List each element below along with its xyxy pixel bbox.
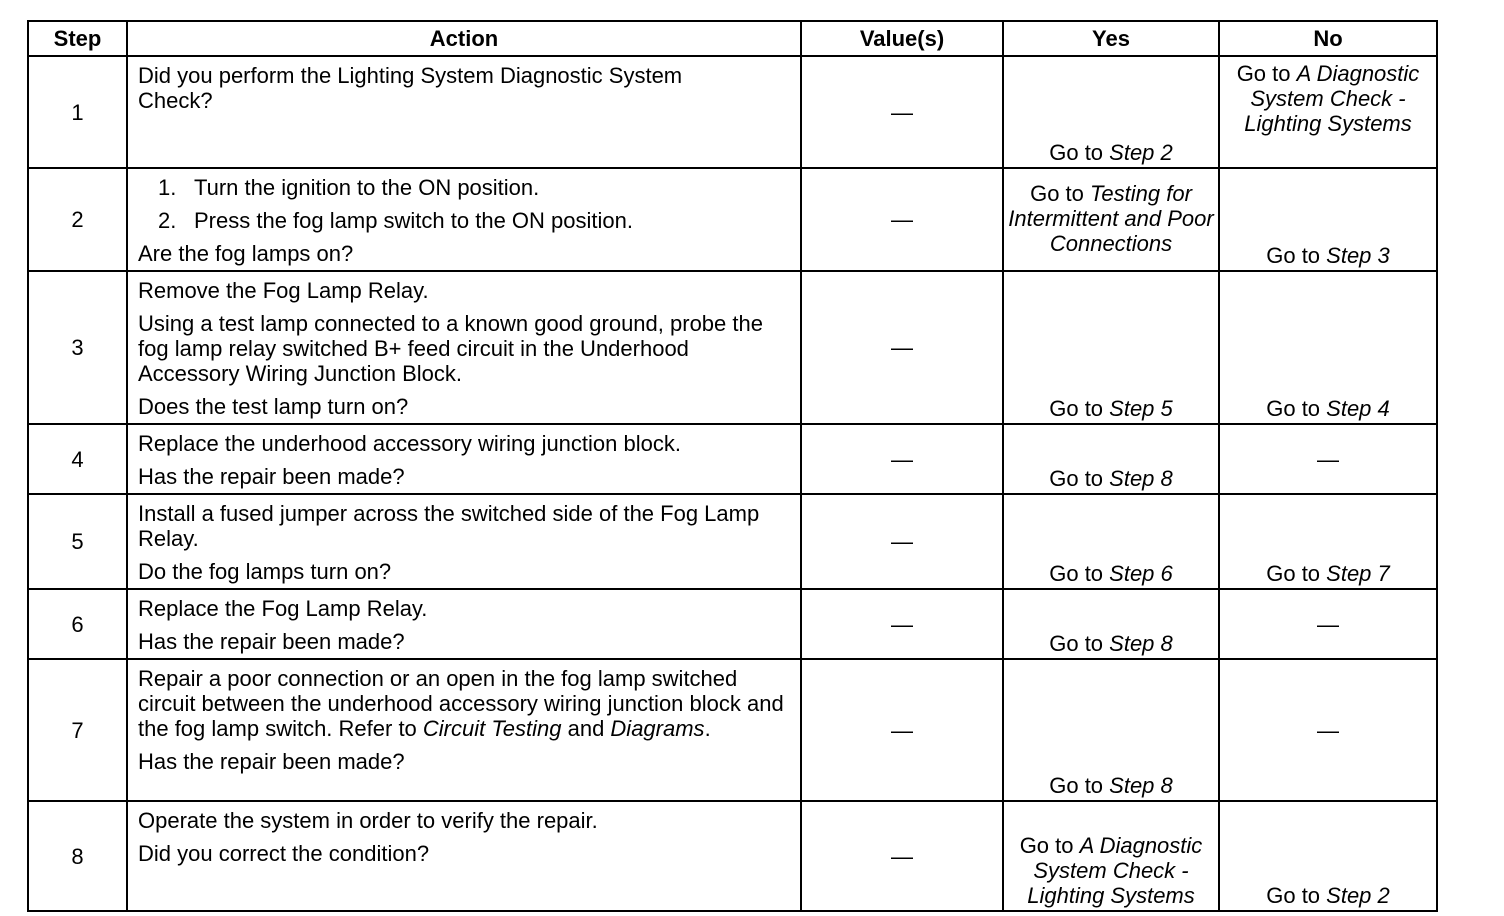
- no-link[interactable]: Step 2: [1326, 883, 1390, 908]
- yes-cell: [1003, 271, 1219, 424]
- yes-link[interactable]: Step 5: [1109, 396, 1173, 421]
- yes-link[interactable]: A Diagnostic System Check - Lighting Systems: [1027, 833, 1203, 908]
- action-cell: [127, 56, 801, 168]
- header-values: Value(s): [801, 21, 1003, 56]
- action-list-item: 1. Turn the ignition to the ON position.: [158, 175, 540, 200]
- value-cell: —: [801, 271, 1003, 424]
- table-row: [28, 168, 1437, 271]
- yes-cell: [1003, 168, 1219, 271]
- value-cell: —: [801, 494, 1003, 589]
- action-question: Has the repair been made?: [138, 749, 405, 774]
- no-link[interactable]: Step 3: [1326, 243, 1390, 268]
- yes-prefix: Go to: [1049, 140, 1110, 165]
- step-number: 4: [28, 424, 127, 494]
- header-no: No: [1219, 21, 1437, 56]
- yes-link[interactable]: Step 8: [1109, 631, 1173, 656]
- yes-link[interactable]: Step 2: [1109, 140, 1173, 165]
- action-text: Did you perform the Lighting System Diagnostic System Check?: [138, 63, 683, 113]
- action-question: Has the repair been made?: [138, 629, 405, 654]
- action-text: Install a fused jumper across the switched side of the Fog Lamp Relay.: [138, 501, 760, 551]
- header-yes: Yes: [1003, 21, 1219, 56]
- value-cell: —: [801, 168, 1003, 271]
- yes-prefix: Go to: [1019, 833, 1080, 858]
- step-number: 7: [28, 659, 127, 801]
- action-cell: [127, 494, 801, 589]
- value-cell: —: [801, 589, 1003, 659]
- yes-prefix: Go to: [1049, 773, 1110, 798]
- yes-link[interactable]: Step 6: [1109, 561, 1173, 586]
- header-step: Step: [28, 21, 127, 56]
- table-row: [28, 801, 1437, 911]
- action-question: Has the repair been made?: [138, 464, 405, 489]
- no-cell: [1219, 801, 1437, 911]
- no-cell: [1219, 494, 1437, 589]
- no-link[interactable]: Step 7: [1326, 561, 1390, 586]
- step-number: 1: [28, 56, 127, 168]
- action-text: Using a test lamp connected to a known good ground, probe the fog lamp relay switched B+ feed circuit in the Underhood Accessory Wiring Junction Block.: [138, 311, 763, 386]
- no-prefix: Go to: [1266, 883, 1327, 908]
- table-row: [28, 589, 1437, 659]
- no-cell: [1219, 56, 1437, 168]
- action-list-item: 2. Press the fog lamp switch to the ON position.: [158, 208, 633, 233]
- yes-prefix: Go to: [1030, 181, 1090, 206]
- no-cell: —: [1219, 589, 1437, 659]
- action-cell: [127, 424, 801, 494]
- no-cell: —: [1219, 659, 1437, 801]
- no-link[interactable]: Step 4: [1326, 396, 1390, 421]
- step-number: 2: [28, 168, 127, 271]
- step-number: 5: [28, 494, 127, 589]
- action-text: Remove the Fog Lamp Relay.: [138, 278, 429, 303]
- no-prefix: Go to: [1236, 61, 1297, 86]
- yes-prefix: Go to: [1049, 396, 1110, 421]
- yes-cell: [1003, 56, 1219, 168]
- yes-cell: [1003, 494, 1219, 589]
- table-row: [28, 494, 1437, 589]
- yes-cell: [1003, 659, 1219, 801]
- value-cell: —: [801, 801, 1003, 911]
- action-text: Replace the Fog Lamp Relay.: [138, 596, 428, 621]
- action-text: Replace the underhood accessory wiring junction block.: [138, 431, 681, 456]
- yes-prefix: Go to: [1049, 466, 1110, 491]
- action-cell: [127, 589, 801, 659]
- diagnostic-table: [27, 20, 1438, 912]
- action-text: Repair a poor connection or an open in the fog lamp switched circuit between the underhood accessory wiring junction block and the fog lamp switch. Refer to Circuit Testing and Diagrams.: [138, 666, 784, 741]
- diagrams-link[interactable]: Diagrams: [610, 716, 705, 741]
- yes-prefix: Go to: [1049, 631, 1110, 656]
- yes-link[interactable]: Step 8: [1109, 773, 1173, 798]
- action-cell: [127, 271, 801, 424]
- yes-link[interactable]: Step 8: [1109, 466, 1173, 491]
- value-cell: —: [801, 424, 1003, 494]
- step-number: 6: [28, 589, 127, 659]
- no-prefix: Go to: [1266, 561, 1327, 586]
- action-question: Do the fog lamps turn on?: [138, 559, 392, 584]
- step-number: 3: [28, 271, 127, 424]
- no-cell: —: [1219, 424, 1437, 494]
- no-link[interactable]: A Diagnostic System Check - Lighting Systems: [1244, 61, 1420, 136]
- table-row: [28, 271, 1437, 424]
- action-cell: [127, 168, 801, 271]
- header-action: Action: [127, 21, 801, 56]
- table-row: [28, 424, 1437, 494]
- no-prefix: Go to: [1266, 243, 1327, 268]
- action-question: Did you correct the condition?: [138, 841, 430, 866]
- yes-cell: [1003, 801, 1219, 911]
- action-cell: [127, 659, 801, 801]
- no-cell: [1219, 168, 1437, 271]
- value-cell: —: [801, 56, 1003, 168]
- yes-prefix: Go to: [1049, 561, 1110, 586]
- circuit-testing-link[interactable]: Circuit Testing: [422, 716, 562, 741]
- header-row: [28, 21, 1437, 56]
- action-text: Operate the system in order to verify the repair.: [138, 808, 598, 833]
- table-row: [28, 56, 1437, 168]
- step-number: 8: [28, 801, 127, 911]
- yes-cell: [1003, 589, 1219, 659]
- action-question: Does the test lamp turn on?: [138, 394, 409, 419]
- yes-cell: [1003, 424, 1219, 494]
- yes-link[interactable]: Testing for Intermittent and Poor Connections: [1008, 181, 1214, 256]
- table-row: [28, 659, 1437, 801]
- no-prefix: Go to: [1266, 396, 1327, 421]
- no-cell: [1219, 271, 1437, 424]
- action-cell: [127, 801, 801, 911]
- value-cell: —: [801, 659, 1003, 801]
- action-question: Are the fog lamps on?: [138, 241, 354, 266]
